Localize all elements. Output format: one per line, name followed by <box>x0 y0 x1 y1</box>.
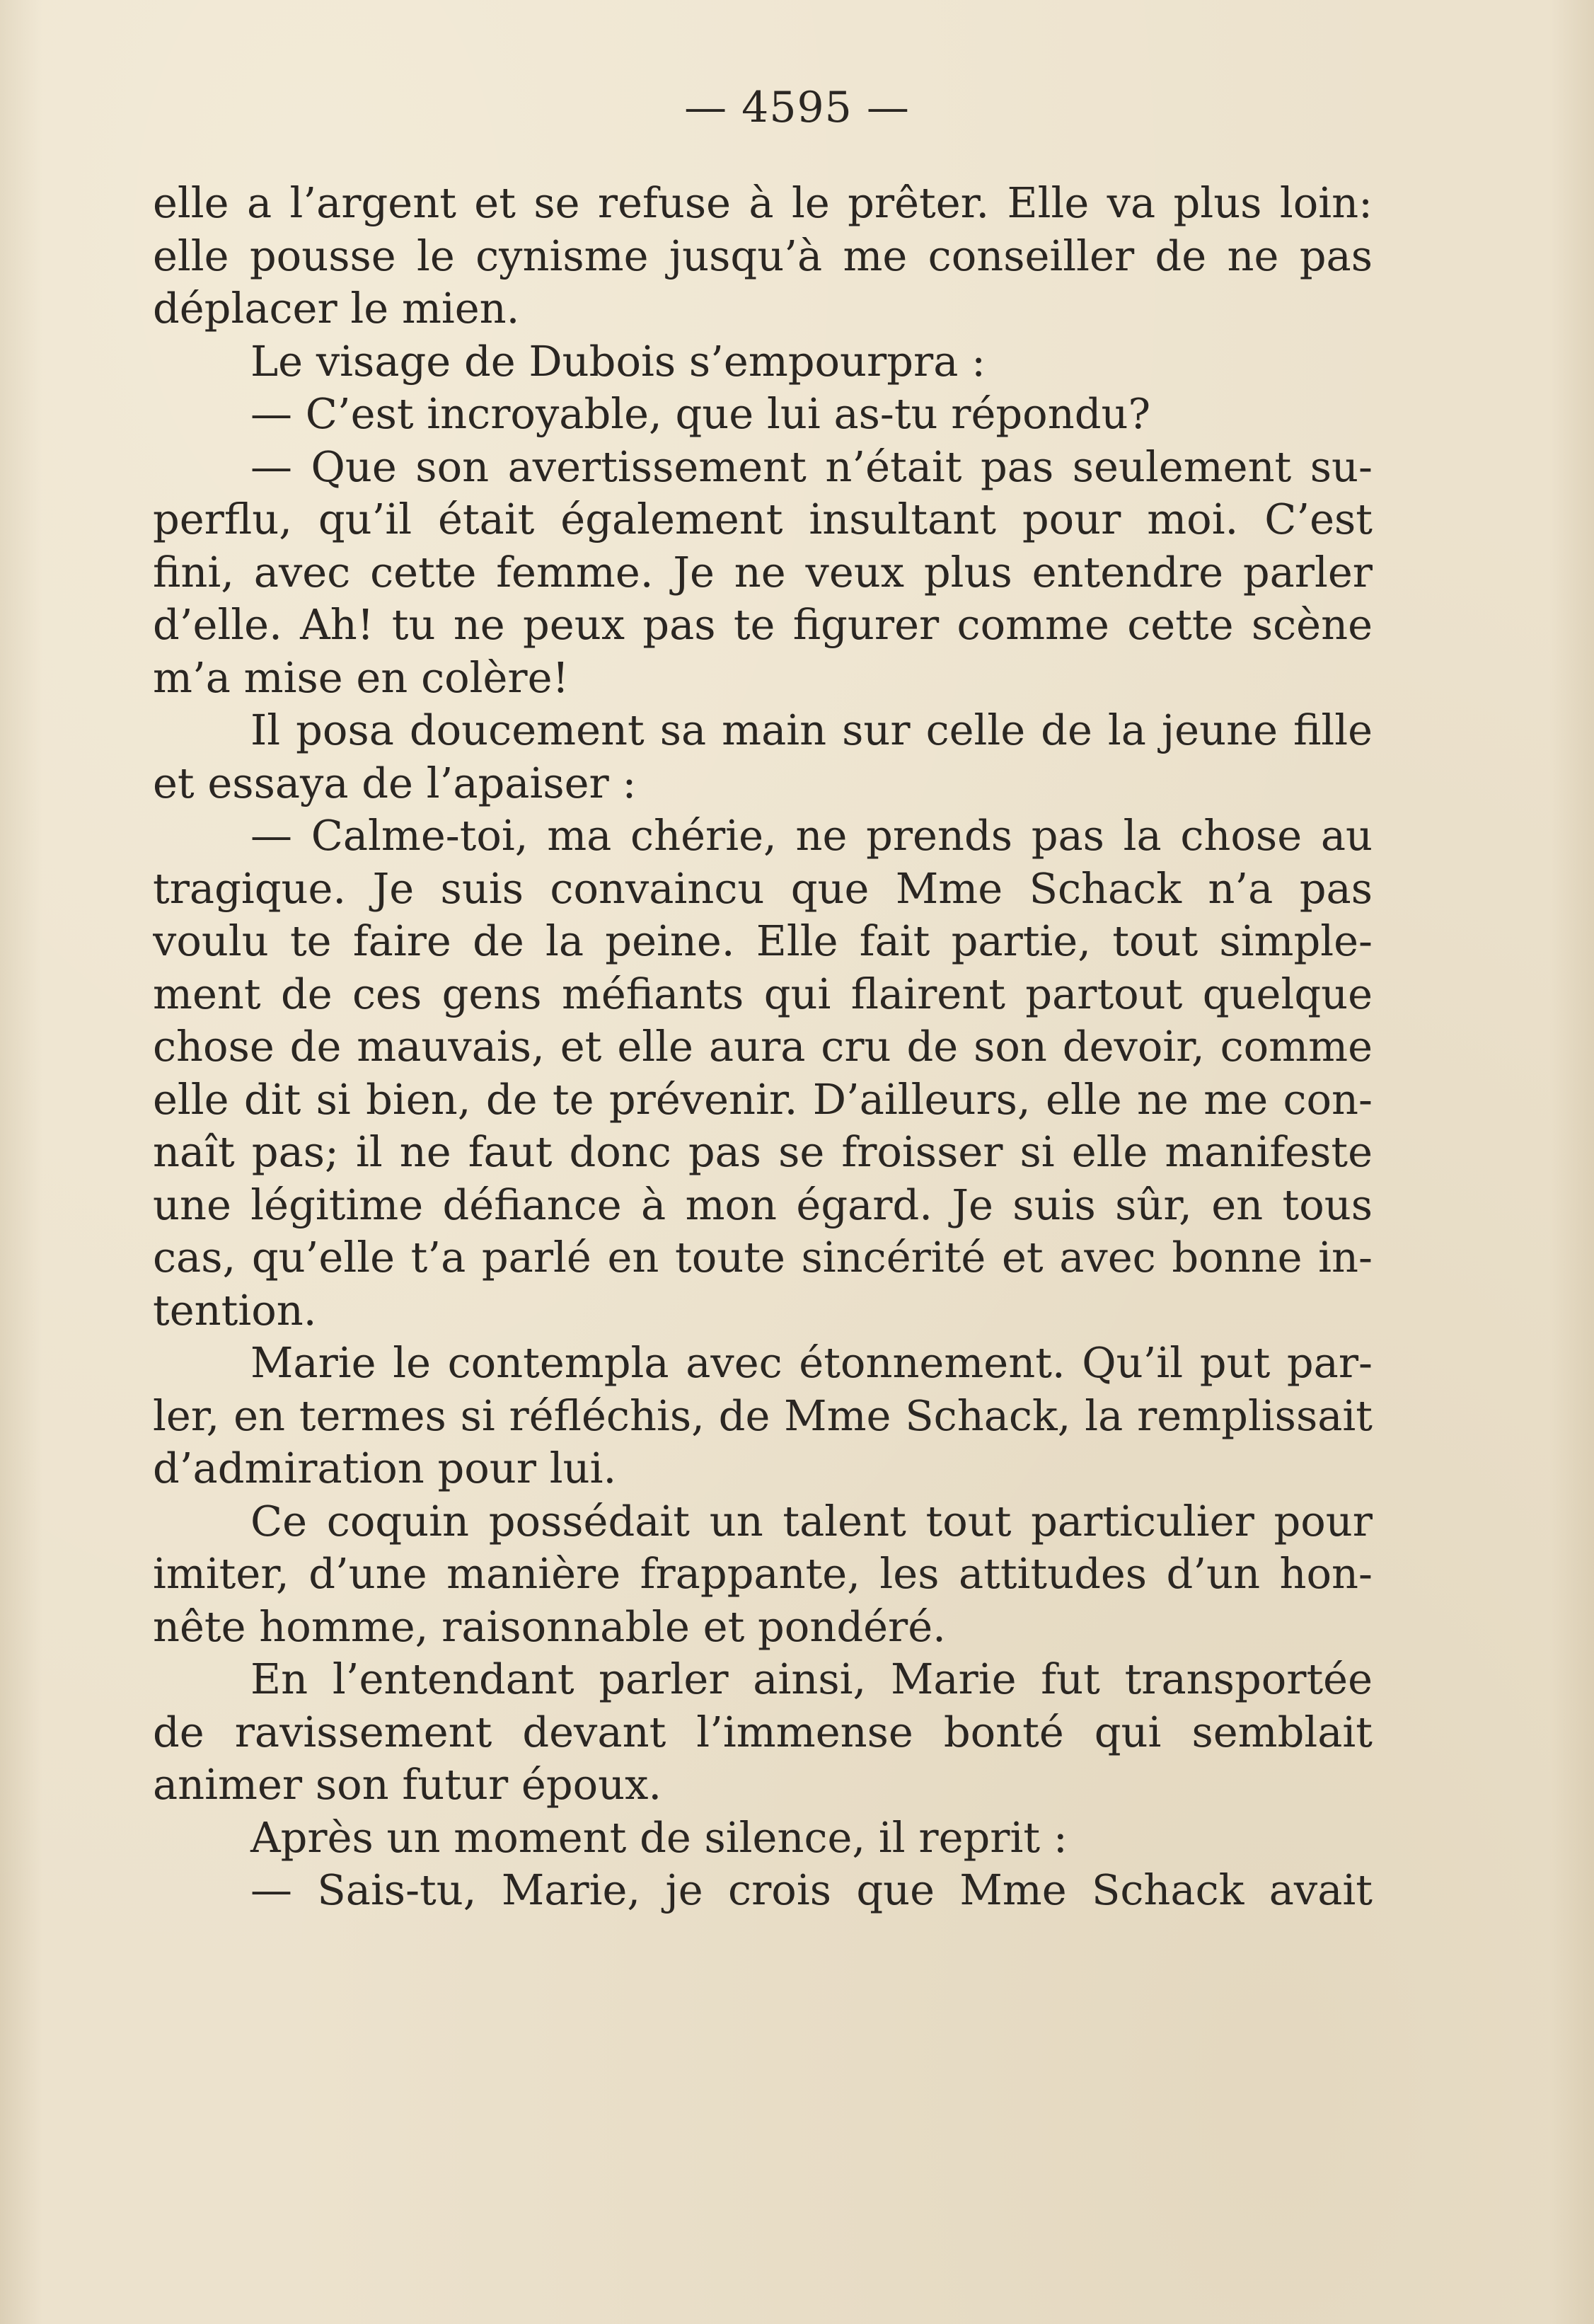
text-line: et essaya de l’apaiser : <box>153 758 637 807</box>
text-line: cas, qu’elle t’a parlé en toute sincérité et avec bonne in- <box>153 1233 1373 1282</box>
text-line: Il posa doucement sa main sur celle de la jeune fille <box>250 706 1373 754</box>
text-line: perflu, qu’il était également insultant pour moi. C’est <box>153 495 1373 543</box>
text-line: tention. <box>153 1285 317 1335</box>
text-line: — C’est incroyable, que lui as-tu répondu? <box>250 389 1151 438</box>
text-line: Marie le contempla avec étonnement. Qu’il put par- <box>250 1338 1373 1387</box>
text-line: d’elle. Ah! tu ne peux pas te figurer comme cette scène <box>153 600 1373 649</box>
text-line: — Calme-toi, ma chérie, ne prends pas la chose au <box>250 811 1373 860</box>
text-line: m’a mise en colère! <box>153 652 570 702</box>
text-line: chose de mauvais, et elle aura cru de son devoir, comme <box>153 1022 1373 1071</box>
text-line: d’admiration pour lui. <box>153 1444 617 1492</box>
page-number-header: — 4595 — <box>684 83 910 132</box>
text-line: nête homme, raisonnable et pondéré. <box>153 1601 946 1651</box>
page-body-text <box>153 177 1373 1917</box>
text-line: En l’entendant parler ainsi, Marie fut transportée <box>250 1655 1373 1703</box>
text-line: ler, en termes si réfléchis, de Mme Schack, la remplissait <box>153 1391 1373 1440</box>
text-line: elle a l’argent et se refuse à le prêter. Elle va plus loin: <box>153 178 1373 227</box>
text-line: naît pas; il ne faut donc pas se froisser si elle manifeste <box>153 1127 1373 1176</box>
text-line: ment de ces gens méfiants qui flairent partout quelque <box>153 969 1373 1018</box>
text-line: fini, avec cette femme. Je ne veux plus entendre parler <box>153 547 1373 597</box>
text-line: voulu te faire de la peine. Elle fait partie, tout simple- <box>153 916 1373 965</box>
text-line: tragique. Je suis convaincu que Mme Schack n’a pas <box>153 863 1373 913</box>
text-line: Ce coquin possédait un talent tout particulier pour <box>250 1496 1373 1546</box>
text-line: une légitime défiance à mon égard. Je suis sûr, en tous <box>153 1180 1373 1229</box>
text-line: — Que son avertissement n’était pas seulement su- <box>250 442 1373 491</box>
text-line: imiter, d’une manière frappante, les attitudes d’un hon- <box>153 1549 1373 1598</box>
text-line: elle dit si bien, de te prévenir. D’ailleurs, elle ne me con- <box>153 1074 1373 1124</box>
text-line: Le visage de Dubois s’empourpra : <box>250 336 986 386</box>
text-line: déplacer le mien. <box>153 284 520 333</box>
text-line: Après un moment de silence, il reprit : <box>250 1812 1068 1862</box>
text-line: animer son futur époux. <box>153 1760 662 1809</box>
text-line: — Sais-tu, Marie, je crois que Mme Schack avait <box>250 1865 1373 1914</box>
text-line: elle pousse le cynisme jusqu’à me conseiller de ne pas <box>153 231 1373 280</box>
text-line: de ravissement devant l’immense bonté qui semblait <box>153 1707 1373 1756</box>
